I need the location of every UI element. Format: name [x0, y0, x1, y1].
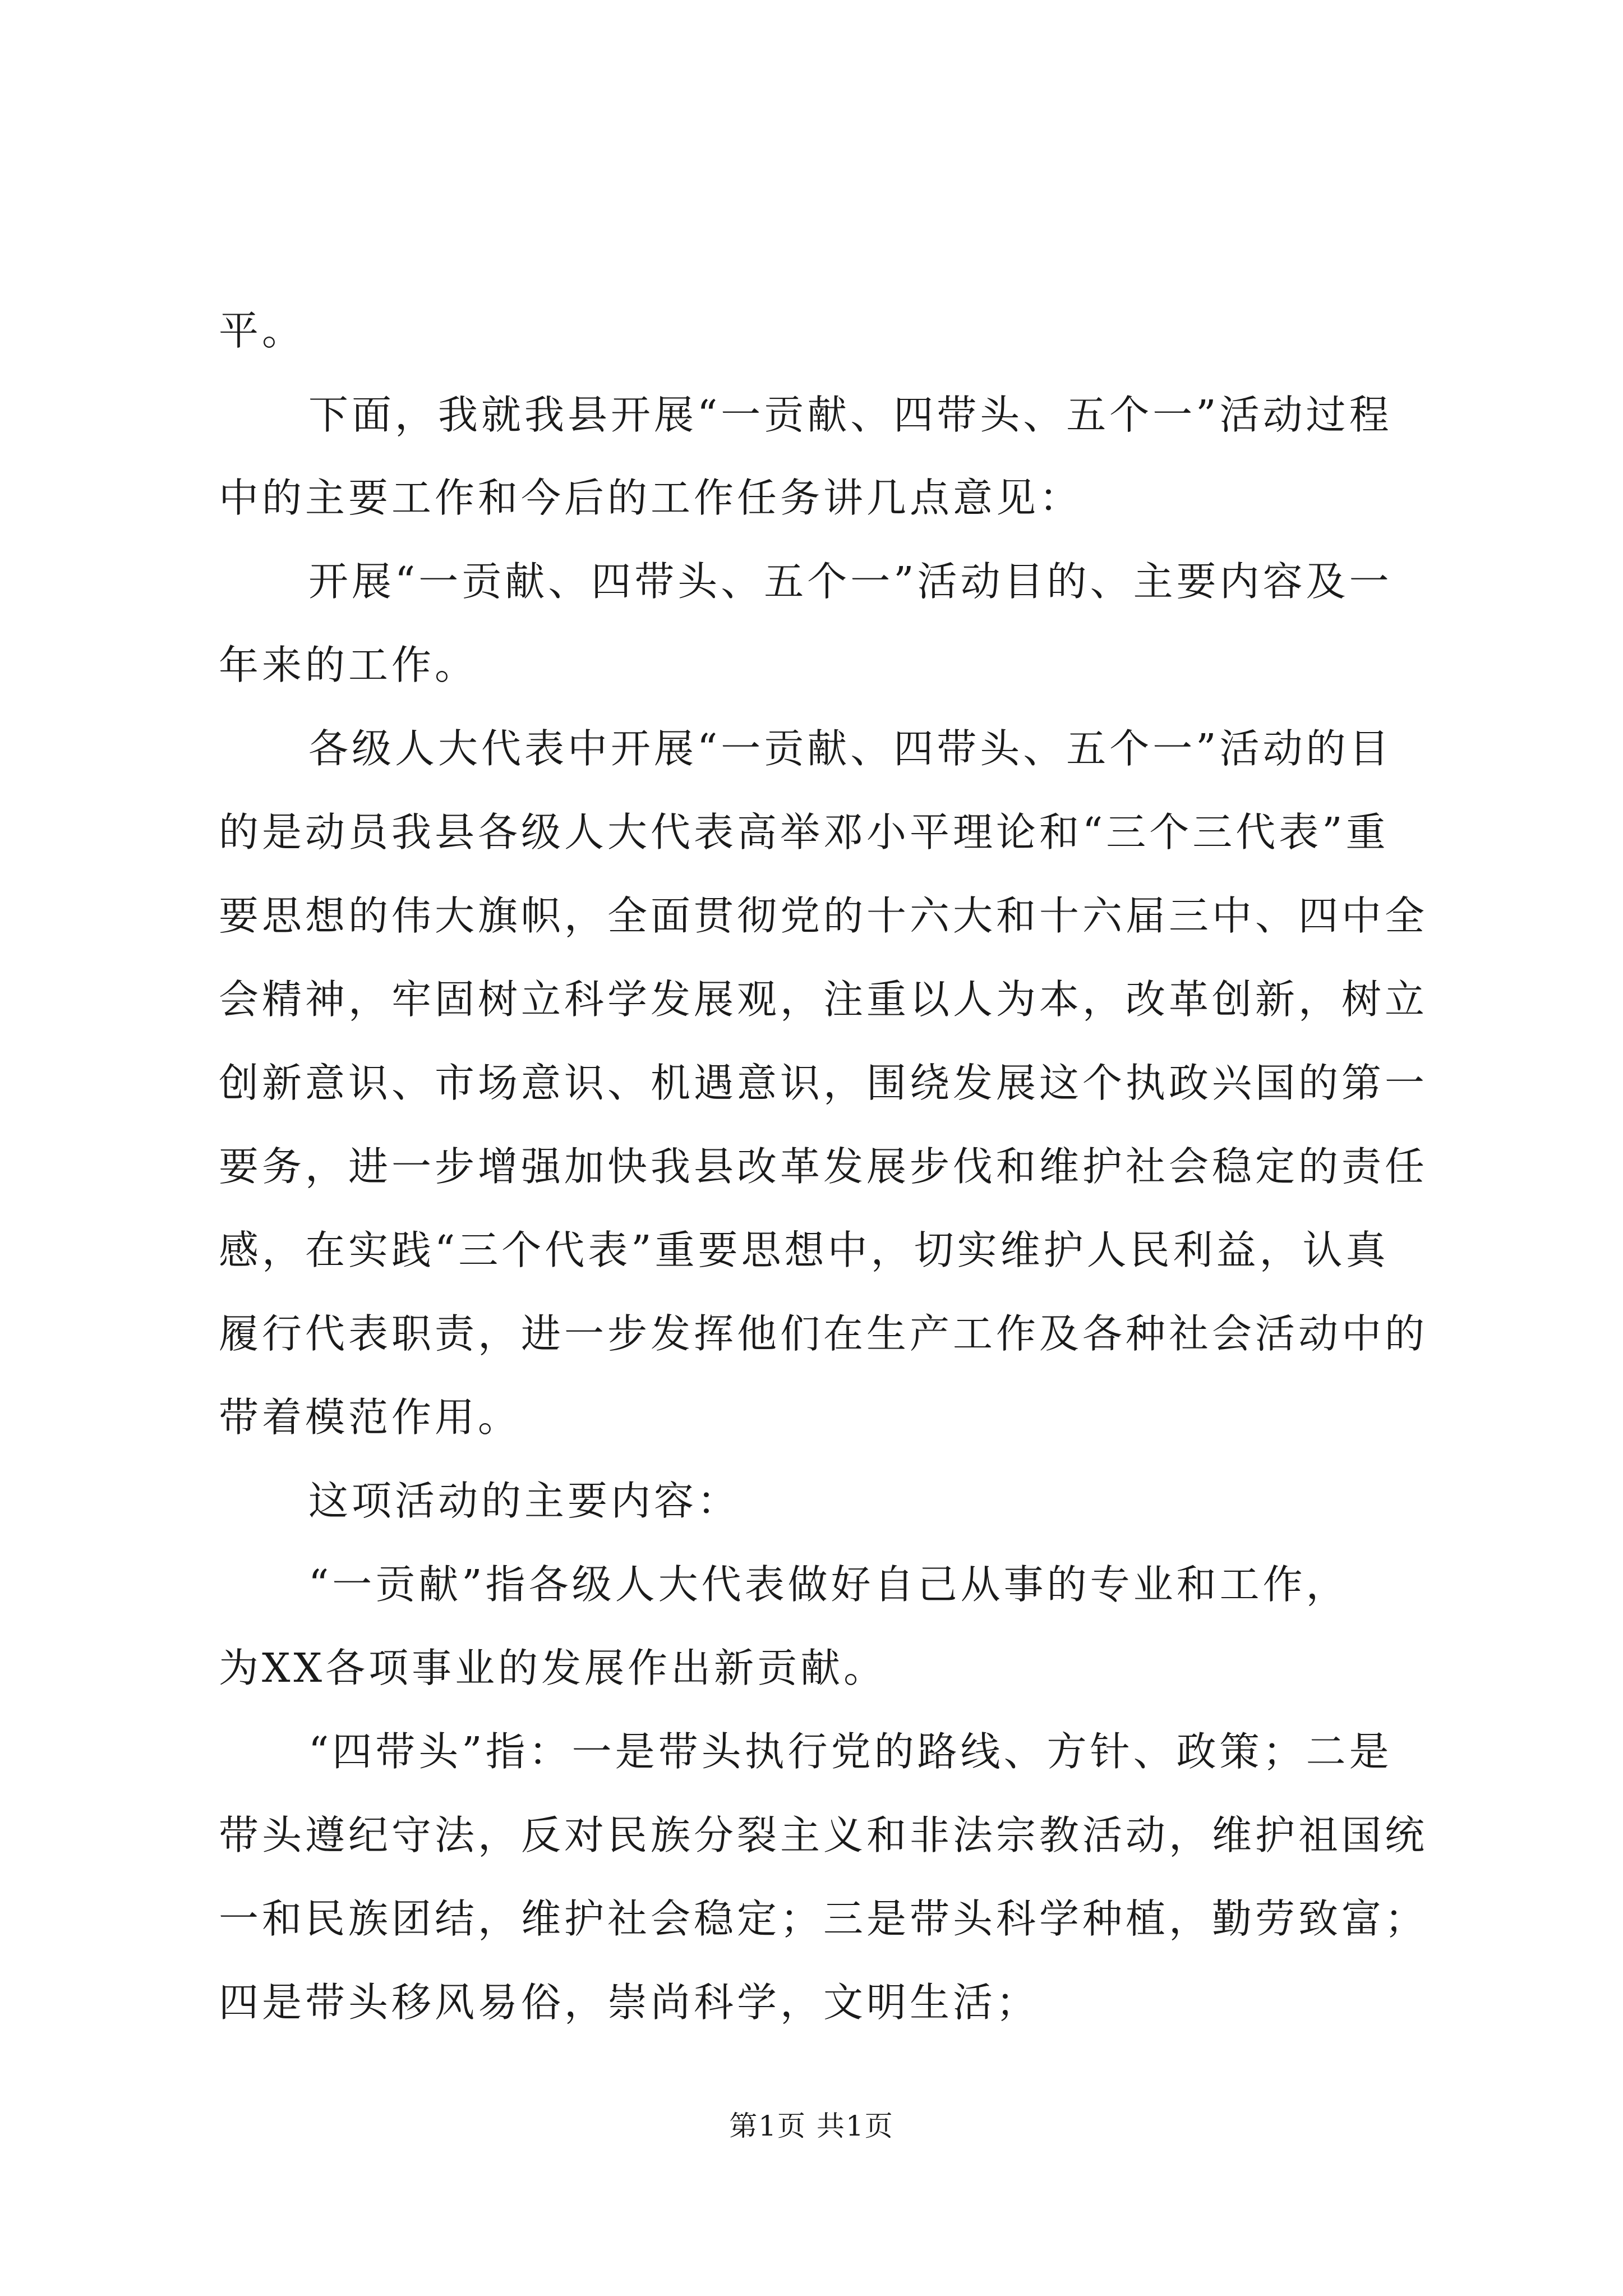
text-line: 要思想的伟大旗帜，全面贯彻党的十六大和十六届三中、四中全 [219, 892, 1428, 939]
paragraph-line: 开展“一贡献、四带头、五个一”活动目的、主要内容及一 [308, 558, 1393, 605]
page-footer: 第1页 共1页 [729, 2110, 894, 2142]
paragraph-line: “四带头”指：一是带头执行党的路线、方针、政策；二是 [308, 1728, 1393, 1775]
paragraph-line: 下面，我就我县开展“一贡献、四带头、五个一”活动过程 [308, 392, 1393, 438]
paragraph-line: 各级人大代表中开展“一贡献、四带头、五个一”活动的目 [308, 725, 1393, 772]
text-line: 年来的工作。 [219, 642, 478, 688]
text-line: 四是带头移风易俗，崇尚科学，文明生活； [219, 1979, 1040, 2026]
paragraph-line: 这项活动的主要内容： [308, 1478, 741, 1524]
text-line: 平。 [219, 307, 306, 354]
text-line: 感，在实践“三个代表”重要思想中，切实维护人民利益，认真 [219, 1227, 1389, 1273]
text-line: 带着模范作用。 [219, 1394, 522, 1441]
text-line: 的是动员我县各级人大代表高举邓小平理论和“三个三代表”重 [219, 809, 1389, 855]
text-line: 履行代表职责，进一步发挥他们在生产工作及各种社会活动中的 [219, 1310, 1428, 1357]
paragraph-line: “一贡献”指各级人大代表做好自己从事的专业和工作， [308, 1561, 1349, 1608]
text-line: 会精神，牢固树立科学发展观，注重以人为本，改革创新，树立 [219, 976, 1428, 1023]
text-line: 创新意识、市场意识、机遇意识，围绕发展这个执政兴国的第一 [219, 1060, 1428, 1106]
text-line: 一和民族团结，维护社会稳定；三是带头科学种植，勤劳致富； [219, 1895, 1428, 1942]
text-line: 要务，进一步增强加快我县改革发展步伐和维护社会稳定的责任 [219, 1143, 1428, 1190]
text-line: 中的主要工作和今后的工作任务讲几点意见： [219, 475, 1083, 521]
text-line: 为XX各项事业的发展作出新贡献。 [219, 1645, 887, 1691]
text-line: 带头遵纪守法，反对民族分裂主义和非法宗教活动，维护祖国统 [219, 1812, 1428, 1858]
